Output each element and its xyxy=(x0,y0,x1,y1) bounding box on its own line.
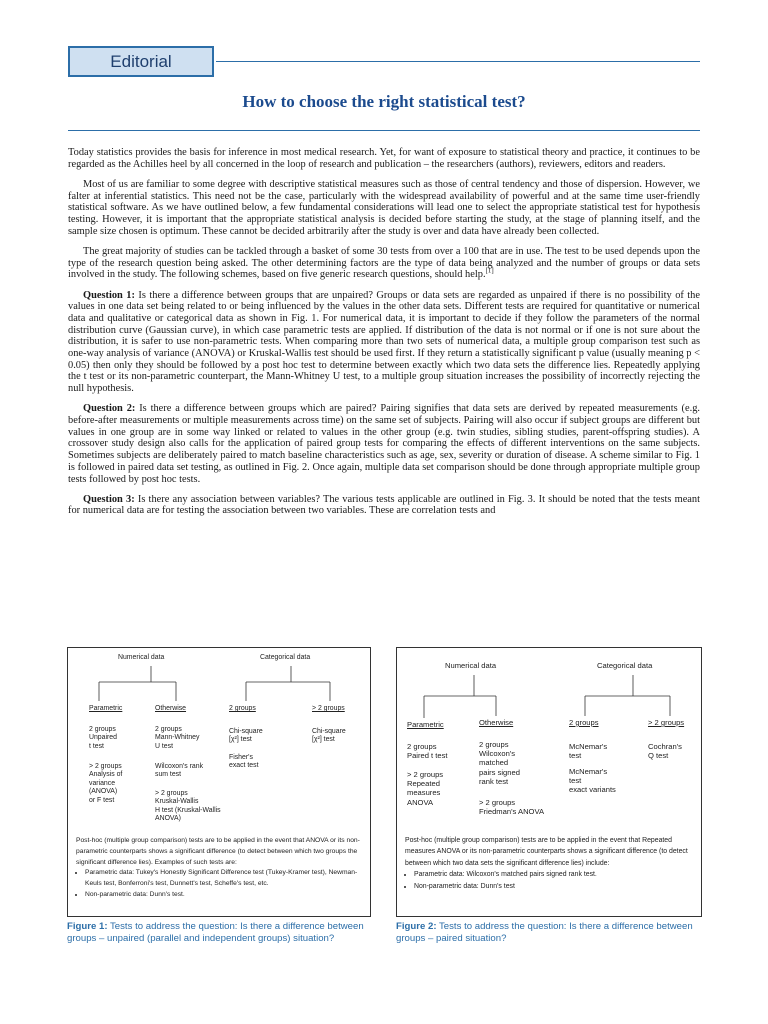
fig2-numerical-data: Numerical data xyxy=(445,661,497,670)
fig2-mcnemar: McNemar's test xyxy=(569,742,608,761)
question-1-label: Question 1: xyxy=(83,289,135,301)
paragraph-question-3 xyxy=(68,494,700,517)
fig1-chi-square-more: Chi-square [χ²] test xyxy=(312,728,346,744)
fig2-param-more-groups: > 2 groups Repeated measures ANOVA xyxy=(407,770,444,807)
paragraph-intro: Today statistics provides the basis for inference in most medical research. Yet, for want of exposure to statistical theory and practice, it continues to be regarded as the Achilles heel by all concerned in the loop of research and publication – the researchers (authors), reviewers, editors and readers. xyxy=(68,147,700,170)
fig1-posthoc-text: Post-hoc (multiple group comparison) tests are to be applied in the event that ANOVA or its non-parametric counterparts shows a significant difference (to detect between which two groups the significant difference lies). Examples of such tests are: xyxy=(76,837,360,866)
paragraph-basket xyxy=(68,246,700,281)
fig1-param-two-groups: 2 groups Unpaired t test xyxy=(89,726,117,750)
figure-1-flowchart xyxy=(67,647,371,917)
question-3-label: Question 3: xyxy=(83,493,135,505)
fig2-cat-two-groups: 2 groups xyxy=(569,718,599,727)
fig1-otherwise: Otherwise xyxy=(155,705,187,712)
article-body xyxy=(68,147,700,526)
figure-1-caption-label: Figure 1: xyxy=(67,921,108,932)
fig1-other-two-groups: 2 groups Mann-Whitney U test xyxy=(155,726,200,750)
figure-2-caption-label: Figure 2: xyxy=(396,921,437,932)
fig2-cochran-q: Cochran's Q test xyxy=(648,742,682,761)
question-3-text: Is there any association between variables? The various tests applicable are outlined in Fig. 3. It should be noted that the tests meant for numerical data are for testing the association between two variables. These are correlation tests and xyxy=(68,493,700,517)
paragraph-basket-text: The great majority of studies can be tackled through a basket of some 30 tests from over a 100 that are in use. The test to be used depends upon the type of the research question being asked. The other determining factors are the type of data being analyzed and the number of groups or data sets involved in the study. The following schemes, based on five generic research questions, should help. xyxy=(68,245,700,281)
fig1-categorical-data: Categorical data xyxy=(260,654,311,661)
fig2-param-two-groups: 2 groups Paired t test xyxy=(407,742,448,761)
fig2-posthoc-note xyxy=(405,835,697,892)
fig1-fisher-exact: Fisher's exact test xyxy=(229,754,259,770)
figure-2-flowchart xyxy=(396,647,702,917)
fig1-param-more-groups: > 2 groups Analysis of variance (ANOVA) or F test xyxy=(89,763,123,804)
title-rule xyxy=(68,130,700,131)
fig2-other-more-groups: > 2 groups Friedman's ANOVA xyxy=(479,798,545,817)
fig2-bullet-nonparametric: • Non-parametric data: Dunn's test xyxy=(414,881,697,892)
figure-1-caption xyxy=(67,921,373,946)
fig2-cat-more-groups: > 2 groups xyxy=(648,718,685,727)
fig1-posthoc-note xyxy=(76,836,366,901)
fig1-cat-more-groups: > 2 groups xyxy=(312,705,345,712)
figure-2-caption xyxy=(396,921,704,946)
fig2-posthoc-text: Post-hoc (multiple group comparison) tests are to be applied in the event that Repeated measures ANOVA or its non-parametric counterparts shows a significant difference (to detect between which two data sets the significant difference lies) include: xyxy=(405,837,688,867)
question-2-text: Is there a difference between groups which are paired? Pairing signifies that data sets are derived by repeated measurements (e.g. before-after measurements or multiple measurements across time) on the same set of subjects. Pairing will also occur if subject groups are different but values in one group are in some way linked or related to values in the other group (e.g. twin studies, sibling studies, parent-offspring studies). A crossover study design also calls for the application of paired group tests for comparing the effects of different interventions on the same subjects. Sometimes subjects are deliberately paired to match baseline characteristics such as age, sex, severity or duration of disease. A scheme similar to Fig. 1 is followed in paired data set testing, as outlined in Fig. 2. Once again, multiple data set comparison should be done through appropriate multiple group tests followed by post hoc tests. xyxy=(68,403,700,485)
fig1-cat-two-groups: 2 groups xyxy=(229,705,256,712)
fig1-chi-square-two: Chi-square [χ²] test xyxy=(229,728,263,744)
fig2-mcnemar-exact: McNemar's test exact variants xyxy=(569,767,616,795)
article-title: How to choose the right statistical test? xyxy=(242,92,526,111)
fig2-bullet-parametric: • Parametric data: Wilcoxon's matched pairs signed rank test. xyxy=(414,869,697,880)
paragraph-descriptive: Most of us are familiar to some degree with descriptive statistical measures such as those of central tendency and those of dispersion. However, we falter at inferential statistics. This need not be the case, particularly with the widespread availability of powerful and at the same time user-friendly statistical software. As we have outlined below, a few fundamental considerations will lead one to select the appropriate statistical test for hypothesis testing. However, it is important that the appropriate statistical analysis is decided before starting the study, at the stage of planning itself, and the sample size chosen is optimum. These cannot be decided arbitrarily after the study is over and data have already been collected. xyxy=(68,178,700,237)
fig2-other-two-groups: 2 groups Wilcoxon's matched pairs signed rank test xyxy=(479,740,520,786)
paragraph-question-2 xyxy=(68,403,700,485)
fig1-bullet-parametric: • Parametric data: Tukey's Honestly Significant Difference test (Tukey-Kramer test), Newman-Keuls test, Bonferroni's test, Dunnett's test, Scheffe's test, etc. xyxy=(85,868,366,890)
figure-2-caption-text: Tests to address the question: Is there a difference between groups – paired situation? xyxy=(396,921,693,945)
section-label: Editorial xyxy=(68,46,214,77)
fig1-bullet-nonparametric: • Non-parametric data: Dunn's test. xyxy=(85,890,366,901)
section-rule xyxy=(216,61,700,62)
fig1-wilcoxon-rank-sum: Wilcoxon's rank sum test xyxy=(155,763,204,779)
figure-1-caption-text: Tests to address the question: Is there a difference between groups – unpaired (parallel and independent groups) situation? xyxy=(67,921,364,945)
question-2-label: Question 2: xyxy=(83,403,136,415)
fig1-parametric: Parametric xyxy=(89,705,123,712)
fig2-otherwise: Otherwise xyxy=(479,718,514,727)
reference-link[interactable]: [1] xyxy=(485,266,494,275)
fig1-other-more-groups: > 2 groups Kruskal-Wallis H test (Kruskal-Wallis ANOVA) xyxy=(155,790,221,823)
fig2-categorical-data: Categorical data xyxy=(597,661,653,670)
paragraph-question-1 xyxy=(68,290,700,395)
question-1-text: Is there a difference between groups that are unpaired? Groups or data sets are regarded as unpaired if there is no possibility of the values in one data set being related to or being influenced by the values in the other data sets. Different tests are required for quantitative or numerical data and qualitative or categorical data as shown in Fig. 1. For numerical data, it is important to decide if they follow the parameters of the normal distribution curve (Gaussian curve), in which case parametric tests are applied. If distribution of the data is not normal or if one is not sure about the distribution, it is safer to use non-parametric tests. When comparing more than two sets of numerical data, a multiple group comparison test such as one-way analysis of variance (ANOVA) or Kruskal-Wallis test should be used first. If they return a statistically significant p value (usually meaning p < 0.05) then only they should be followed by a post hoc test to determine between exactly which two data sets the difference lies. Repeatedly applying the t test or its non-parametric counterpart, the Mann-Whitney U test, to a multiple group situation increases the possibility of incorrectly rejecting the null hypothesis. xyxy=(68,289,700,395)
fig1-numerical-data: Numerical data xyxy=(118,654,165,661)
fig2-parametric: Parametric xyxy=(407,720,444,729)
